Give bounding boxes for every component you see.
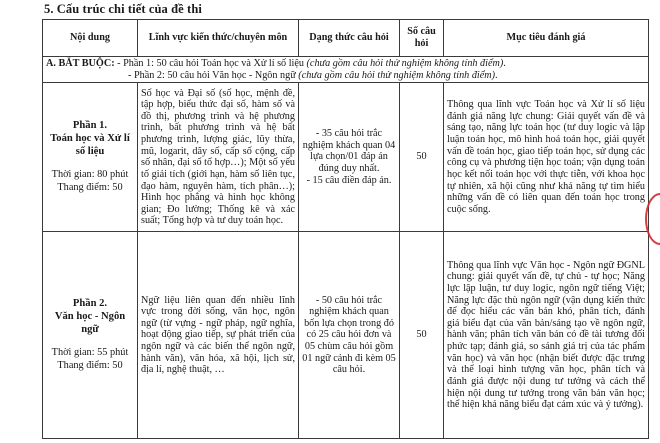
banner-line1-tail: . xyxy=(503,58,506,69)
part2-title-line1: Phần 2. xyxy=(72,298,108,310)
cell-dang-thuc-part1 xyxy=(299,83,400,232)
exam-structure-table xyxy=(42,19,649,439)
part1-question-format-1: - 35 câu hỏi trắc nghiệm khách quan 04 lựa chọn/01 đáp án đúng duy nhất. xyxy=(302,128,396,175)
header-dang-thuc-cau-hoi: Dạng thức câu hỏi xyxy=(299,20,400,57)
header-linh-vuc-kien-thuc: Lĩnh vực kiến thức/chuyên môn xyxy=(138,20,299,57)
part2-meta xyxy=(46,347,134,372)
cell-muc-tieu-part2: Thông qua lĩnh vực Văn học - Ngôn ngữ ĐGNL chung: giải quyết vấn đề, tự chủ - tự học; Năng lực lập luận, tư duy logic, ngôn ngữ tiếng Việt; Năng lực đặc thù ngôn ngữ (vận dụng kiến thức để đọc hiểu các văn bản khó, phân tích, đánh giá biểu đạt của văn bản/sáng tạo về ngôn ngữ, hành văn; phân tích văn bản có đề tài tương đối phức tạp; đánh giá, so sánh giá trị của tác phẩm văn học) và văn học (nhận biết được đặc trưng và thể loại hình tượng văn học, phân tích và đánh giá được nội dung tư tưởng và cách thể hiện nội dung tư tưởng trong văn bản văn học; thể hiện khả năng biểu đạt cảm xúc và ý tưởng). xyxy=(444,232,649,439)
banner-line1-text: - Phần 1: 50 câu hỏi Toán học và Xử lí số liệu xyxy=(114,58,307,69)
table-body xyxy=(43,57,649,439)
part2-duration: Thời gian: 55 phút xyxy=(51,347,129,359)
part1-meta xyxy=(46,169,134,194)
part1-title-line3: số liệu xyxy=(75,145,105,157)
part1-question-format-2: - 15 câu điền đáp án. xyxy=(306,174,392,186)
part1-title xyxy=(46,120,134,158)
part2-score-scale: Thang điểm: 50 xyxy=(57,359,123,371)
banner-label: A. BẮT BUỘC: xyxy=(46,58,115,69)
table-row xyxy=(43,232,649,439)
banner-line2-tail: . xyxy=(495,69,498,81)
table-header-row xyxy=(43,20,649,57)
cell-so-cau-hoi-part1: 50 xyxy=(400,83,444,232)
part1-title-line1: Phần 1. xyxy=(72,120,108,132)
banner-line-2 xyxy=(46,70,645,82)
part1-title-line2: Toán học và Xử lí xyxy=(50,132,130,144)
cell-muc-tieu-part1: Thông qua lĩnh vực Toán học và Xử lí số liệu đánh giá năng lực chung: Giải quyết vấn đề và sáng tạo, năng lực toán học (tư duy logic và lập luận toán học, mô hình hoá toán học, giải quyết vấn đề toán học, giao tiếp toán học, sử dụng các công cụ và phương tiện học toán; vận dụng toán học kết nối toán học với thực tiễn, với khoa học tự nhiên, xã hội cũng như khả năng tự tìm hiểu những vấn đề có liên quan đến toán học trong cuộc sống. xyxy=(444,83,649,232)
cell-noi-dung-part2 xyxy=(43,232,138,439)
banner-line-1 xyxy=(46,58,645,70)
banner-line2-note: (chưa gồm câu hỏi thử nghiệm không tính điểm) xyxy=(298,69,496,81)
header-so-cau-hoi: Số câu hỏi xyxy=(400,20,444,57)
table-row xyxy=(43,83,649,232)
section-heading: 5. Cấu trúc chi tiết của đề thi xyxy=(44,2,202,16)
cell-noi-dung-part1 xyxy=(43,83,138,232)
cell-linh-vuc-part1: Số học và Đại số (số học, mệnh đề, tập hợp, biểu thức đại số, hàm số và đồ thị, phương trình và hệ phương trình, bất phương trình và hệ bất phương trình, lượng giác, lũy thừa, mũ, logarit, dãy số, cấp số cộng, cấp số nhân, đại số tổ hợp…); Một số yếu tố giải tích (giới hạn, hàm số liên tục, đạo hàm, nguyên hàm, tích phân…); Hình học phẳng và hình học không gian; Đo lường; Thống kê và xác suất; Tổng hợp và tư duy toán học. xyxy=(138,83,299,232)
table-header xyxy=(43,20,649,57)
part2-title xyxy=(46,298,134,336)
banner-row xyxy=(43,57,649,83)
part1-duration: Thời gian: 80 phút xyxy=(51,169,129,181)
part1-score-scale: Thang điểm: 50 xyxy=(57,181,123,193)
cell-linh-vuc-part2: Ngữ liệu liên quan đến nhiều lĩnh vực trong đời sống, văn học, ngôn ngữ (từ vựng - ngữ pháp, ngữ nghĩa, hoạt động giao tiếp, sự phát triển của ngôn ngữ và các biến thể ngôn ngữ, hành văn), văn hóa, xã hội, lịch sử, địa lí, nghệ thuật, … xyxy=(138,232,299,439)
cell-so-cau-hoi-part2: 50 xyxy=(400,232,444,439)
banner-line2-text: - Phần 2: 50 câu hỏi Văn học - Ngôn ngữ xyxy=(128,69,299,81)
part2-title-line2: Văn học - Ngôn ngữ xyxy=(54,310,126,335)
mandatory-section-banner xyxy=(43,57,649,83)
header-muc-tieu-danh-gia: Mục tiêu đánh giá xyxy=(444,20,649,57)
part2-question-format-1: - 50 câu hỏi trắc nghiệm khách quan bốn lựa chọn trong đó có 25 câu hỏi đơn và 05 chùm câu hỏi gồm 01 ngữ cảnh đi kèm 05 câu hỏi. xyxy=(302,294,396,376)
header-noi-dung: Nội dung xyxy=(43,20,138,57)
banner-line1-note: (chưa gồm câu hỏi thử nghiệm không tính điểm) xyxy=(306,58,504,69)
cell-dang-thuc-part2 xyxy=(299,232,400,439)
